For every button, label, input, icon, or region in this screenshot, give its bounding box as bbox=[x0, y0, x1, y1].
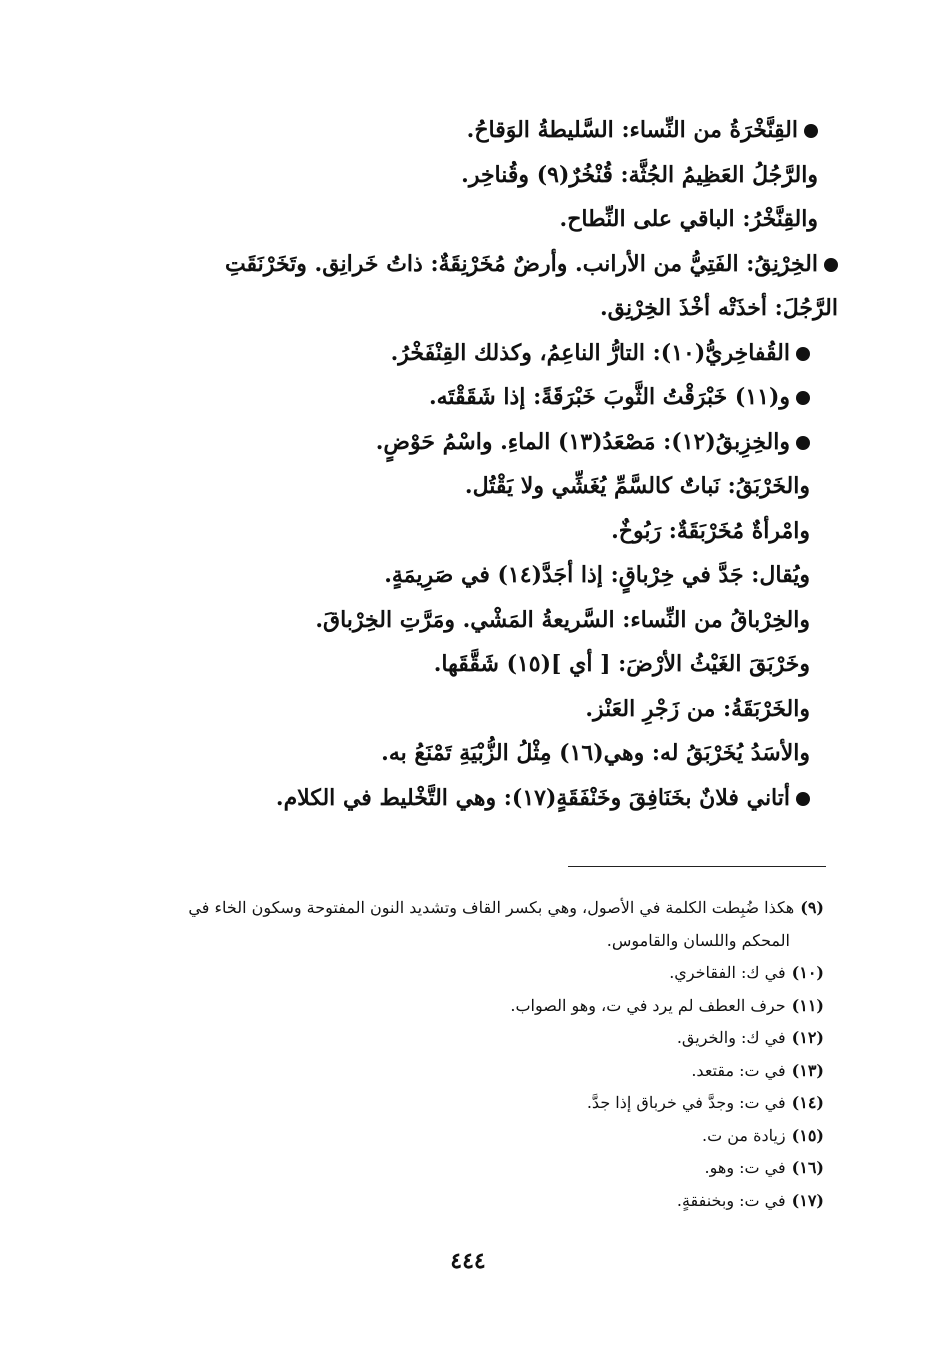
footnote bbox=[104, 1152, 824, 1185]
footnote-text: في ت: وجدَّ في خرباق إذا جدَّ. bbox=[586, 1093, 786, 1112]
bullet-icon bbox=[796, 347, 810, 361]
footnote bbox=[104, 892, 824, 925]
footnote-number: (١٥) bbox=[791, 1125, 824, 1145]
footnote-text: في ك: الفقاخري. bbox=[669, 963, 786, 982]
text-line: وخَرْبَقَ الغَيْثُ الأرْضَ: [ أي ](١٥) شَقَّقَها. bbox=[433, 651, 810, 677]
footnote bbox=[104, 1185, 824, 1218]
footnote-text: في ت: وبخنفقةٍ. bbox=[676, 1190, 786, 1210]
bullet-icon bbox=[796, 436, 810, 450]
footnote bbox=[104, 1022, 824, 1055]
text-line: وامْرأةٌ مُخَرْبَقَةٌ: رَبُوخٌ. bbox=[611, 517, 810, 544]
page-number: ٤٤٤ bbox=[450, 1248, 486, 1274]
footnote-text: زيادة من ت. bbox=[702, 1125, 786, 1145]
bullet-icon bbox=[796, 792, 810, 806]
text-line: والخِزِبقُ(١٢): مَصْعَدُ(١٣) الماءِ. واسْمُ حَوْضٍ. bbox=[108, 420, 818, 465]
bullet-icon bbox=[804, 124, 818, 138]
main-text bbox=[108, 108, 838, 820]
footnotes bbox=[104, 892, 824, 1217]
footnote-separator bbox=[568, 866, 826, 867]
text-line: القُفاخِريُّ(١٠): التارُّ الناعِمُ، وكذلك القِنْفَخْرُ. bbox=[108, 331, 818, 376]
footnote bbox=[104, 1087, 824, 1120]
text-line: والقِنَّخْرُ: الباقي على النِّطاح. bbox=[559, 206, 818, 232]
footnote-text: في ك: والخريق. bbox=[676, 1028, 786, 1047]
footnote-number: (١١) bbox=[791, 995, 824, 1015]
bullet-icon bbox=[796, 391, 810, 405]
text-line: والرَّجُلُ العَظِيمُ الجُثَّة: قُنْخُرٌ(٩) وقُناخِر. bbox=[461, 161, 818, 188]
text-line: ويُقال: جَدَّ في خِرْباقٍ: إذا أجَدَّ(١٤) في صَرِيمَةٍ. bbox=[384, 562, 810, 588]
text-line: الخِرْنِقُ: الفَتِيُّ من الأرانب. وأرضٌ مُخَرْنِقَةٌ: ذاتُ خَرانِق. وتَخَرْنَقَتِ bbox=[108, 242, 838, 287]
text-line: الرَّجُلَ: أخذَتْه أخْذَ الخِرْنِق. bbox=[599, 295, 838, 321]
text-line: القِنَّخْرَةُ من النِّساء: السَّليطةُ الوَقاحُ. bbox=[108, 108, 818, 153]
footnote-text: في ت: وهو. bbox=[704, 1158, 786, 1177]
footnote bbox=[104, 957, 824, 990]
text-line: والخَرْبَقُ: نَباتٌ كالسَّمِّ يُغَشِّي ولا يَقْتُل. bbox=[464, 473, 810, 499]
footnote-number: (١٠) bbox=[791, 963, 824, 982]
footnote-number: (١٢) bbox=[791, 1028, 824, 1047]
text-line: والأسَدُ يُخَرْبَقُ له: وهي(١٦) مِثْلُ الزُّبْيَةِ تَمْنَعُ به. bbox=[381, 740, 810, 766]
footnote bbox=[104, 1055, 824, 1088]
footnote-text: في ت: مقتعد. bbox=[691, 1060, 786, 1080]
footnote-text: حرف العطف لم يرد في ت، وهو الصواب. bbox=[510, 995, 786, 1015]
footnote-number: (١٤) bbox=[791, 1093, 824, 1112]
footnote bbox=[104, 1120, 824, 1153]
footnote bbox=[104, 990, 824, 1023]
text-line: أتاني فلانٌ بخَنَافِقَ وخَنْفَقَةٍ(١٧): وهي التَّخْليط في الكلام. bbox=[108, 776, 818, 821]
footnote-continuation: المحكم واللسان والقاموس. bbox=[606, 930, 790, 950]
footnote-number: (٩) bbox=[800, 898, 824, 917]
footnote-text: هكذا ضُبِطت الكلمة في الأصول، وهي بكسر القاف وتشديد النون المفتوحة وسكون الخاء في bbox=[188, 898, 795, 917]
text-line: والخِرْباقُ من النِّساء: السَّريعةُ المَشْي. ومَرَّتِ الخِرْباقَ. bbox=[315, 606, 810, 633]
bullet-icon bbox=[824, 258, 838, 272]
footnote-number: (١٦) bbox=[791, 1158, 824, 1177]
text-line: و(١١) خَبْرَقْتُ الثَّوبَ خَبْرَقَةً: إذا شَقَقْتَه. bbox=[108, 375, 818, 420]
footnote-number: (١٧) bbox=[791, 1190, 824, 1210]
footnote-number: (١٣) bbox=[791, 1060, 824, 1080]
text-line: والخَرْبَقَةُ: من زَجْرِ العَنْز. bbox=[585, 695, 810, 722]
